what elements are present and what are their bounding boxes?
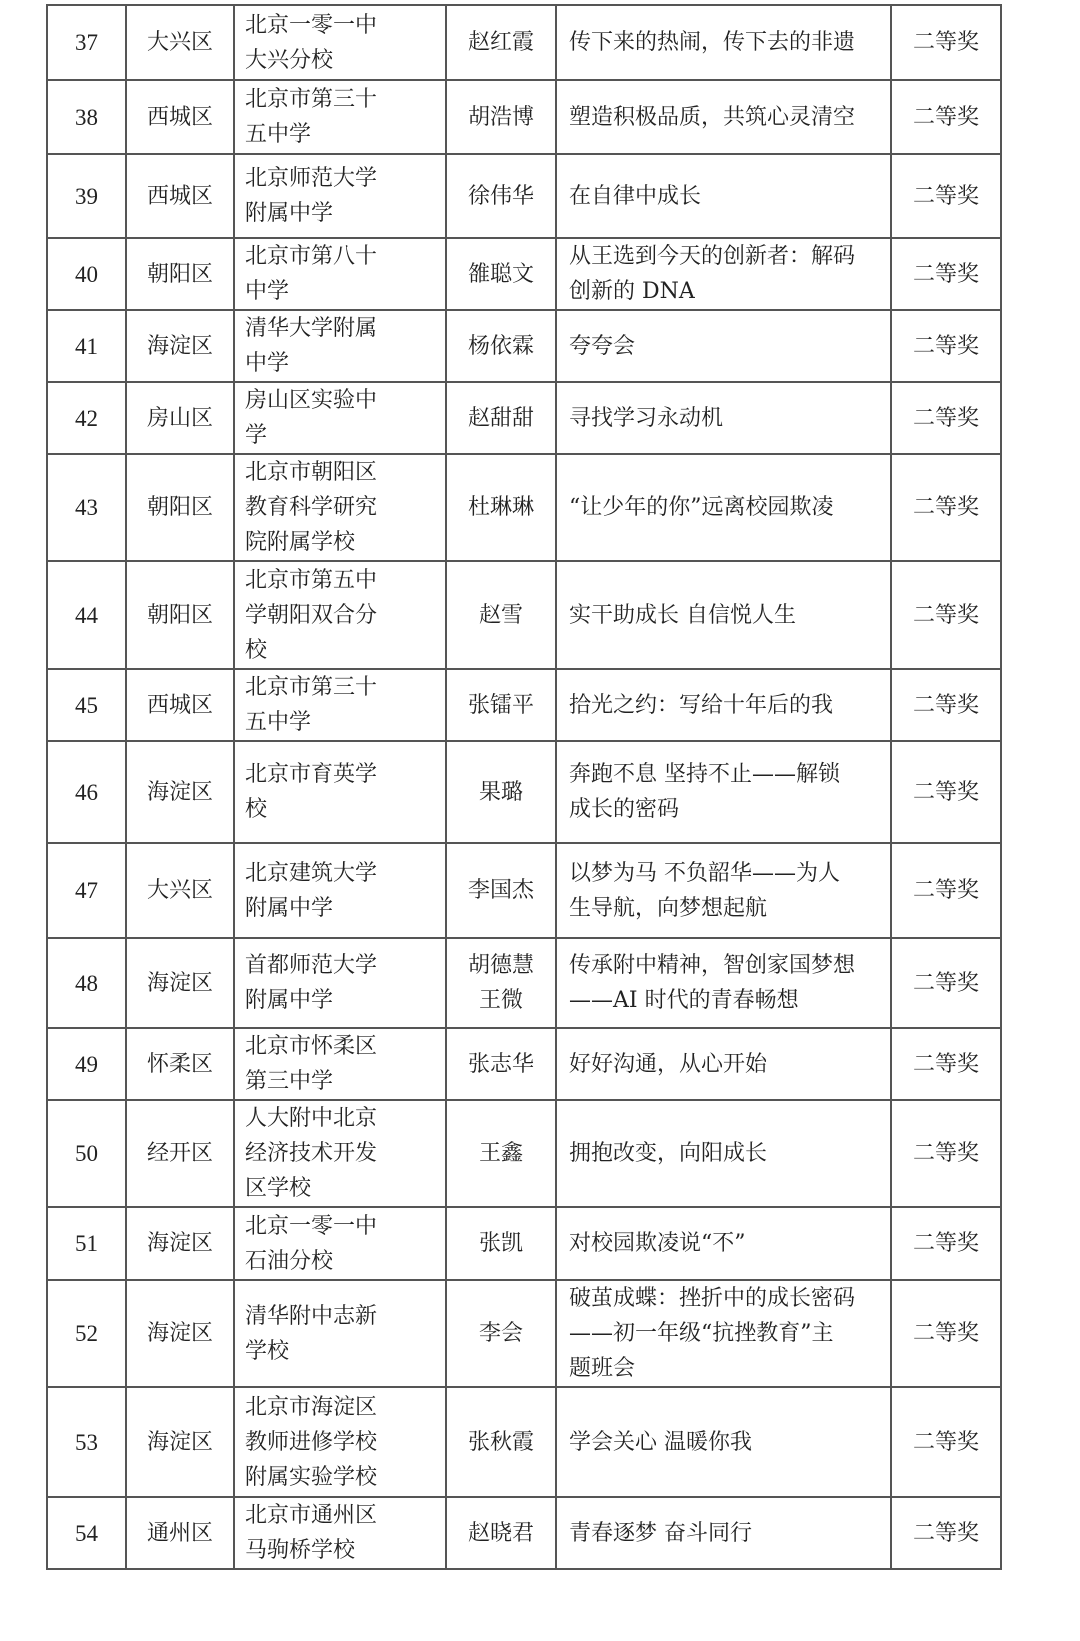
teacher-name-cell-line: 杨依霖: [467, 333, 534, 359]
award-cell: 二等奖: [891, 741, 1001, 843]
district-cell: 海淀区: [126, 1207, 234, 1280]
teacher-name-cell: [446, 382, 556, 454]
school-cell-line: 北京一零一中: [245, 12, 378, 38]
awards-table: [46, 4, 1002, 1570]
teacher-name-cell-line: 雒聪文: [467, 261, 534, 287]
school-cell-line: 教师进修学校: [245, 1429, 378, 1455]
school-cell-line: 学朝阳双合分: [245, 602, 378, 628]
school-cell: [234, 741, 446, 843]
work-title-cell: [556, 1387, 891, 1497]
school-cell-line: 中学: [245, 279, 290, 304]
teacher-name-cell-line: 赵甜甜: [467, 405, 534, 431]
school-cell: [234, 843, 446, 938]
school-cell-line: 附属中学: [245, 988, 334, 1013]
school-cell: [234, 238, 446, 310]
school-cell-line: 附属中学: [245, 201, 334, 226]
work-title-cell: [556, 382, 891, 454]
table-row: [47, 938, 1001, 1028]
teacher-name-cell-line: 张秋霞: [467, 1429, 534, 1455]
school-cell-line: 人大附中北京: [245, 1106, 378, 1131]
work-title-cell: [556, 1207, 891, 1280]
row-number: 46: [47, 741, 126, 843]
table-row: [47, 1280, 1001, 1387]
district-cell: 海淀区: [126, 310, 234, 382]
row-number: 53: [47, 1387, 126, 1497]
school-cell-line: 北京市第三十: [245, 675, 378, 700]
school-cell: [234, 382, 446, 454]
school-cell: [234, 1100, 446, 1207]
table-row: [47, 669, 1001, 741]
district-cell: 怀柔区: [126, 1028, 234, 1100]
school-cell-line: 五中学: [245, 710, 312, 735]
row-number: 37: [47, 5, 126, 80]
district-cell: 西城区: [126, 669, 234, 741]
work-title-cell-line: 题班会: [569, 1356, 636, 1381]
award-cell: 二等奖: [891, 1100, 1001, 1207]
work-title-cell-line: 拥抱改变，向阳成长: [569, 1141, 768, 1166]
teacher-name-cell-line: 张凯: [478, 1231, 523, 1256]
work-title-cell-line: 好好沟通，从心开始: [569, 1051, 768, 1077]
award-cell: 二等奖: [891, 310, 1001, 382]
work-title-cell: [556, 843, 891, 938]
award-cell: 二等奖: [891, 843, 1001, 938]
table-row: [47, 454, 1001, 561]
row-number: 45: [47, 669, 126, 741]
school-cell: [234, 5, 446, 80]
school-cell: [234, 938, 446, 1028]
work-title-cell: [556, 310, 891, 382]
teacher-name-cell: [446, 741, 556, 843]
work-title-cell-line: “让少年的你”远离校园欺凌: [569, 495, 834, 520]
school-cell: [234, 669, 446, 741]
school-cell-line: 清华大学附属: [245, 316, 378, 341]
teacher-name-cell: [446, 238, 556, 310]
work-title-cell-line: ——AI 时代的青春畅想: [569, 988, 799, 1013]
row-number: 51: [47, 1207, 126, 1280]
award-cell: 二等奖: [891, 1207, 1001, 1280]
award-cell: 二等奖: [891, 154, 1001, 238]
work-title-cell-line: 实干助成长 自信悦人生: [569, 602, 796, 628]
table-row: [47, 741, 1001, 843]
district-cell: 大兴区: [126, 5, 234, 80]
row-number: 43: [47, 454, 126, 561]
teacher-name-cell-line: 果璐: [478, 779, 523, 805]
work-title-cell: [556, 561, 891, 669]
work-title-cell-line: 学会关心 温暖你我: [569, 1429, 752, 1455]
school-cell: [234, 80, 446, 154]
table-row: [47, 561, 1001, 669]
teacher-name-cell: [446, 1028, 556, 1100]
table-row: [47, 154, 1001, 238]
work-title-cell-line: ——初一年级“抗挫教育”主: [569, 1321, 834, 1346]
school-cell-line: 教育科学研究: [245, 495, 378, 520]
work-title-cell-line: 塑造积极品质，共筑心灵清空: [569, 104, 856, 130]
work-title-cell-line: 传承附中精神，智创家国梦想: [569, 953, 856, 978]
school-cell-line: 北京市第八十: [245, 244, 378, 269]
awards-table-body: [47, 5, 1001, 1569]
table-row: [47, 1497, 1001, 1569]
award-cell: 二等奖: [891, 1497, 1001, 1569]
award-cell: 二等奖: [891, 669, 1001, 741]
teacher-name-cell: [446, 843, 556, 938]
teacher-name-cell: [446, 938, 556, 1028]
school-cell-line: 北京市第三十: [245, 87, 378, 112]
school-cell-line: 北京市育英学: [245, 762, 378, 787]
award-cell: 二等奖: [891, 1387, 1001, 1497]
teacher-name-cell: [446, 561, 556, 669]
school-cell-line: 北京市怀柔区: [245, 1034, 378, 1059]
teacher-name-cell: [446, 154, 556, 238]
award-cell: 二等奖: [891, 561, 1001, 669]
school-cell-line: 第三中学: [245, 1069, 334, 1094]
work-title-cell: [556, 938, 891, 1028]
district-cell: 海淀区: [126, 1387, 234, 1497]
award-cell: 二等奖: [891, 5, 1001, 80]
district-cell: 经开区: [126, 1100, 234, 1207]
district-cell: 西城区: [126, 80, 234, 154]
school-cell-line: 北京市海淀区: [245, 1394, 378, 1420]
award-cell: 二等奖: [891, 382, 1001, 454]
work-title-cell: [556, 5, 891, 80]
row-number: 49: [47, 1028, 126, 1100]
row-number: 38: [47, 80, 126, 154]
school-cell-line: 大兴分校: [245, 47, 334, 73]
table-row: [47, 1387, 1001, 1497]
school-cell-line: 石油分校: [245, 1248, 334, 1274]
row-number: 42: [47, 382, 126, 454]
work-title-cell-line: 从王选到今天的创新者：解码: [569, 244, 856, 269]
school-cell: [234, 1207, 446, 1280]
work-title-cell-line: 对校园欺凌说“不”: [569, 1231, 746, 1256]
table-row: [47, 310, 1001, 382]
table-row: [47, 1028, 1001, 1100]
school-cell-line: 北京建筑大学: [245, 860, 378, 886]
work-title-cell-line: 奔跑不息 坚持不止——解锁: [569, 762, 840, 787]
school-cell-line: 北京一零一中: [245, 1213, 378, 1239]
teacher-name-cell-line: 李会: [478, 1321, 523, 1346]
school-cell-line: 北京市第五中: [245, 567, 378, 593]
work-title-cell: [556, 741, 891, 843]
award-cell: 二等奖: [891, 454, 1001, 561]
teacher-name-cell: [446, 1207, 556, 1280]
school-cell-line: 学: [245, 423, 268, 448]
school-cell-line: 北京市通州区: [245, 1503, 378, 1528]
school-cell-line: 区学校: [245, 1176, 312, 1201]
award-cell: 二等奖: [891, 238, 1001, 310]
school-cell: [234, 561, 446, 669]
teacher-name-cell-line: 赵红霞: [467, 30, 534, 55]
work-title-cell-line: 创新的 DNA: [569, 279, 695, 304]
row-number: 54: [47, 1497, 126, 1569]
school-cell-line: 北京市朝阳区: [245, 460, 378, 485]
row-number: 52: [47, 1280, 126, 1387]
teacher-name-cell-line: 赵晓君: [467, 1520, 534, 1546]
district-cell: 房山区: [126, 382, 234, 454]
award-cell: 二等奖: [891, 938, 1001, 1028]
school-cell-line: 校: [245, 797, 268, 822]
work-title-cell-line: 拾光之约：写给十年后的我: [569, 692, 834, 718]
row-number: 44: [47, 561, 126, 669]
teacher-name-cell: [446, 454, 556, 561]
award-cell: 二等奖: [891, 1028, 1001, 1100]
work-title-cell: [556, 1028, 891, 1100]
work-title-cell-line: 寻找学习永动机: [569, 405, 724, 431]
district-cell: 海淀区: [126, 1280, 234, 1387]
row-number: 47: [47, 843, 126, 938]
teacher-name-cell-line: 王微: [478, 988, 523, 1013]
school-cell-line: 清华附中志新: [245, 1303, 378, 1329]
school-cell-line: 首都师范大学: [245, 953, 378, 978]
award-cell: 二等奖: [891, 1280, 1001, 1387]
row-number: 40: [47, 238, 126, 310]
district-cell: 通州区: [126, 1497, 234, 1569]
work-title-cell: [556, 80, 891, 154]
school-cell: [234, 310, 446, 382]
school-cell-line: 学校: [245, 1338, 290, 1364]
school-cell-line: 马驹桥学校: [245, 1538, 356, 1563]
teacher-name-cell-line: 徐伟华: [467, 183, 534, 209]
work-title-cell-line: 夸夸会: [569, 333, 636, 359]
work-title-cell-line: 青春逐梦 奋斗同行: [569, 1520, 752, 1546]
school-cell: [234, 1387, 446, 1497]
table-row: [47, 238, 1001, 310]
teacher-name-cell: [446, 1497, 556, 1569]
table-row: [47, 1207, 1001, 1280]
district-cell: 朝阳区: [126, 238, 234, 310]
school-cell-line: 附属中学: [245, 895, 334, 921]
district-cell: 西城区: [126, 154, 234, 238]
table-row: [47, 843, 1001, 938]
work-title-cell-line: 成长的密码: [569, 797, 680, 822]
school-cell-line: 附属实验学校: [245, 1464, 378, 1490]
district-cell: 大兴区: [126, 843, 234, 938]
teacher-name-cell-line: 胡德慧: [467, 953, 534, 978]
teacher-name-cell-line: 王鑫: [478, 1141, 523, 1166]
teacher-name-cell: [446, 669, 556, 741]
work-title-cell-line: 以梦为马 不负韶华——为人: [569, 860, 840, 886]
work-title-cell: [556, 1280, 891, 1387]
school-cell-line: 北京师范大学: [245, 166, 378, 191]
row-number: 48: [47, 938, 126, 1028]
teacher-name-cell: [446, 1280, 556, 1387]
teacher-name-cell: [446, 1387, 556, 1497]
work-title-cell: [556, 238, 891, 310]
work-title-cell: [556, 669, 891, 741]
school-cell-line: 经济技术开发: [245, 1141, 378, 1166]
teacher-name-cell: [446, 5, 556, 80]
work-title-cell-line: 传下来的热闹，传下去的非遗: [569, 30, 856, 55]
work-title-cell-line: 生导航，向梦想起航: [569, 895, 768, 921]
row-number: 41: [47, 310, 126, 382]
district-cell: 朝阳区: [126, 561, 234, 669]
district-cell: 朝阳区: [126, 454, 234, 561]
teacher-name-cell-line: 张镭平: [467, 692, 534, 718]
table-row: [47, 382, 1001, 454]
teacher-name-cell-line: 李国杰: [467, 878, 534, 903]
school-cell-line: 中学: [245, 351, 290, 376]
work-title-cell: [556, 1497, 891, 1569]
district-cell: 海淀区: [126, 938, 234, 1028]
district-cell: 海淀区: [126, 741, 234, 843]
teacher-name-cell: [446, 80, 556, 154]
table-row: [47, 1100, 1001, 1207]
work-title-cell: [556, 454, 891, 561]
row-number: 50: [47, 1100, 126, 1207]
school-cell: [234, 154, 446, 238]
teacher-name-cell-line: 杜琳琳: [467, 495, 534, 520]
work-title-cell-line: 破茧成蝶：挫折中的成长密码: [569, 1286, 856, 1311]
teacher-name-cell-line: 赵雪: [478, 602, 523, 628]
row-number: 39: [47, 154, 126, 238]
award-cell: 二等奖: [891, 80, 1001, 154]
teacher-name-cell-line: 张志华: [467, 1051, 534, 1077]
work-title-cell: [556, 154, 891, 238]
school-cell: [234, 1280, 446, 1387]
teacher-name-cell-line: 胡浩博: [467, 104, 534, 130]
teacher-name-cell: [446, 1100, 556, 1207]
work-title-cell-line: 在自律中成长: [569, 183, 702, 209]
school-cell-line: 五中学: [245, 122, 312, 147]
school-cell-line: 房山区实验中: [245, 388, 378, 413]
school-cell-line: 院附属学校: [245, 530, 356, 555]
work-title-cell: [556, 1100, 891, 1207]
teacher-name-cell: [446, 310, 556, 382]
school-cell-line: 校: [245, 637, 268, 663]
school-cell: [234, 1028, 446, 1100]
school-cell: [234, 454, 446, 561]
school-cell: [234, 1497, 446, 1569]
table-row: [47, 80, 1001, 154]
table-row: [47, 5, 1001, 80]
